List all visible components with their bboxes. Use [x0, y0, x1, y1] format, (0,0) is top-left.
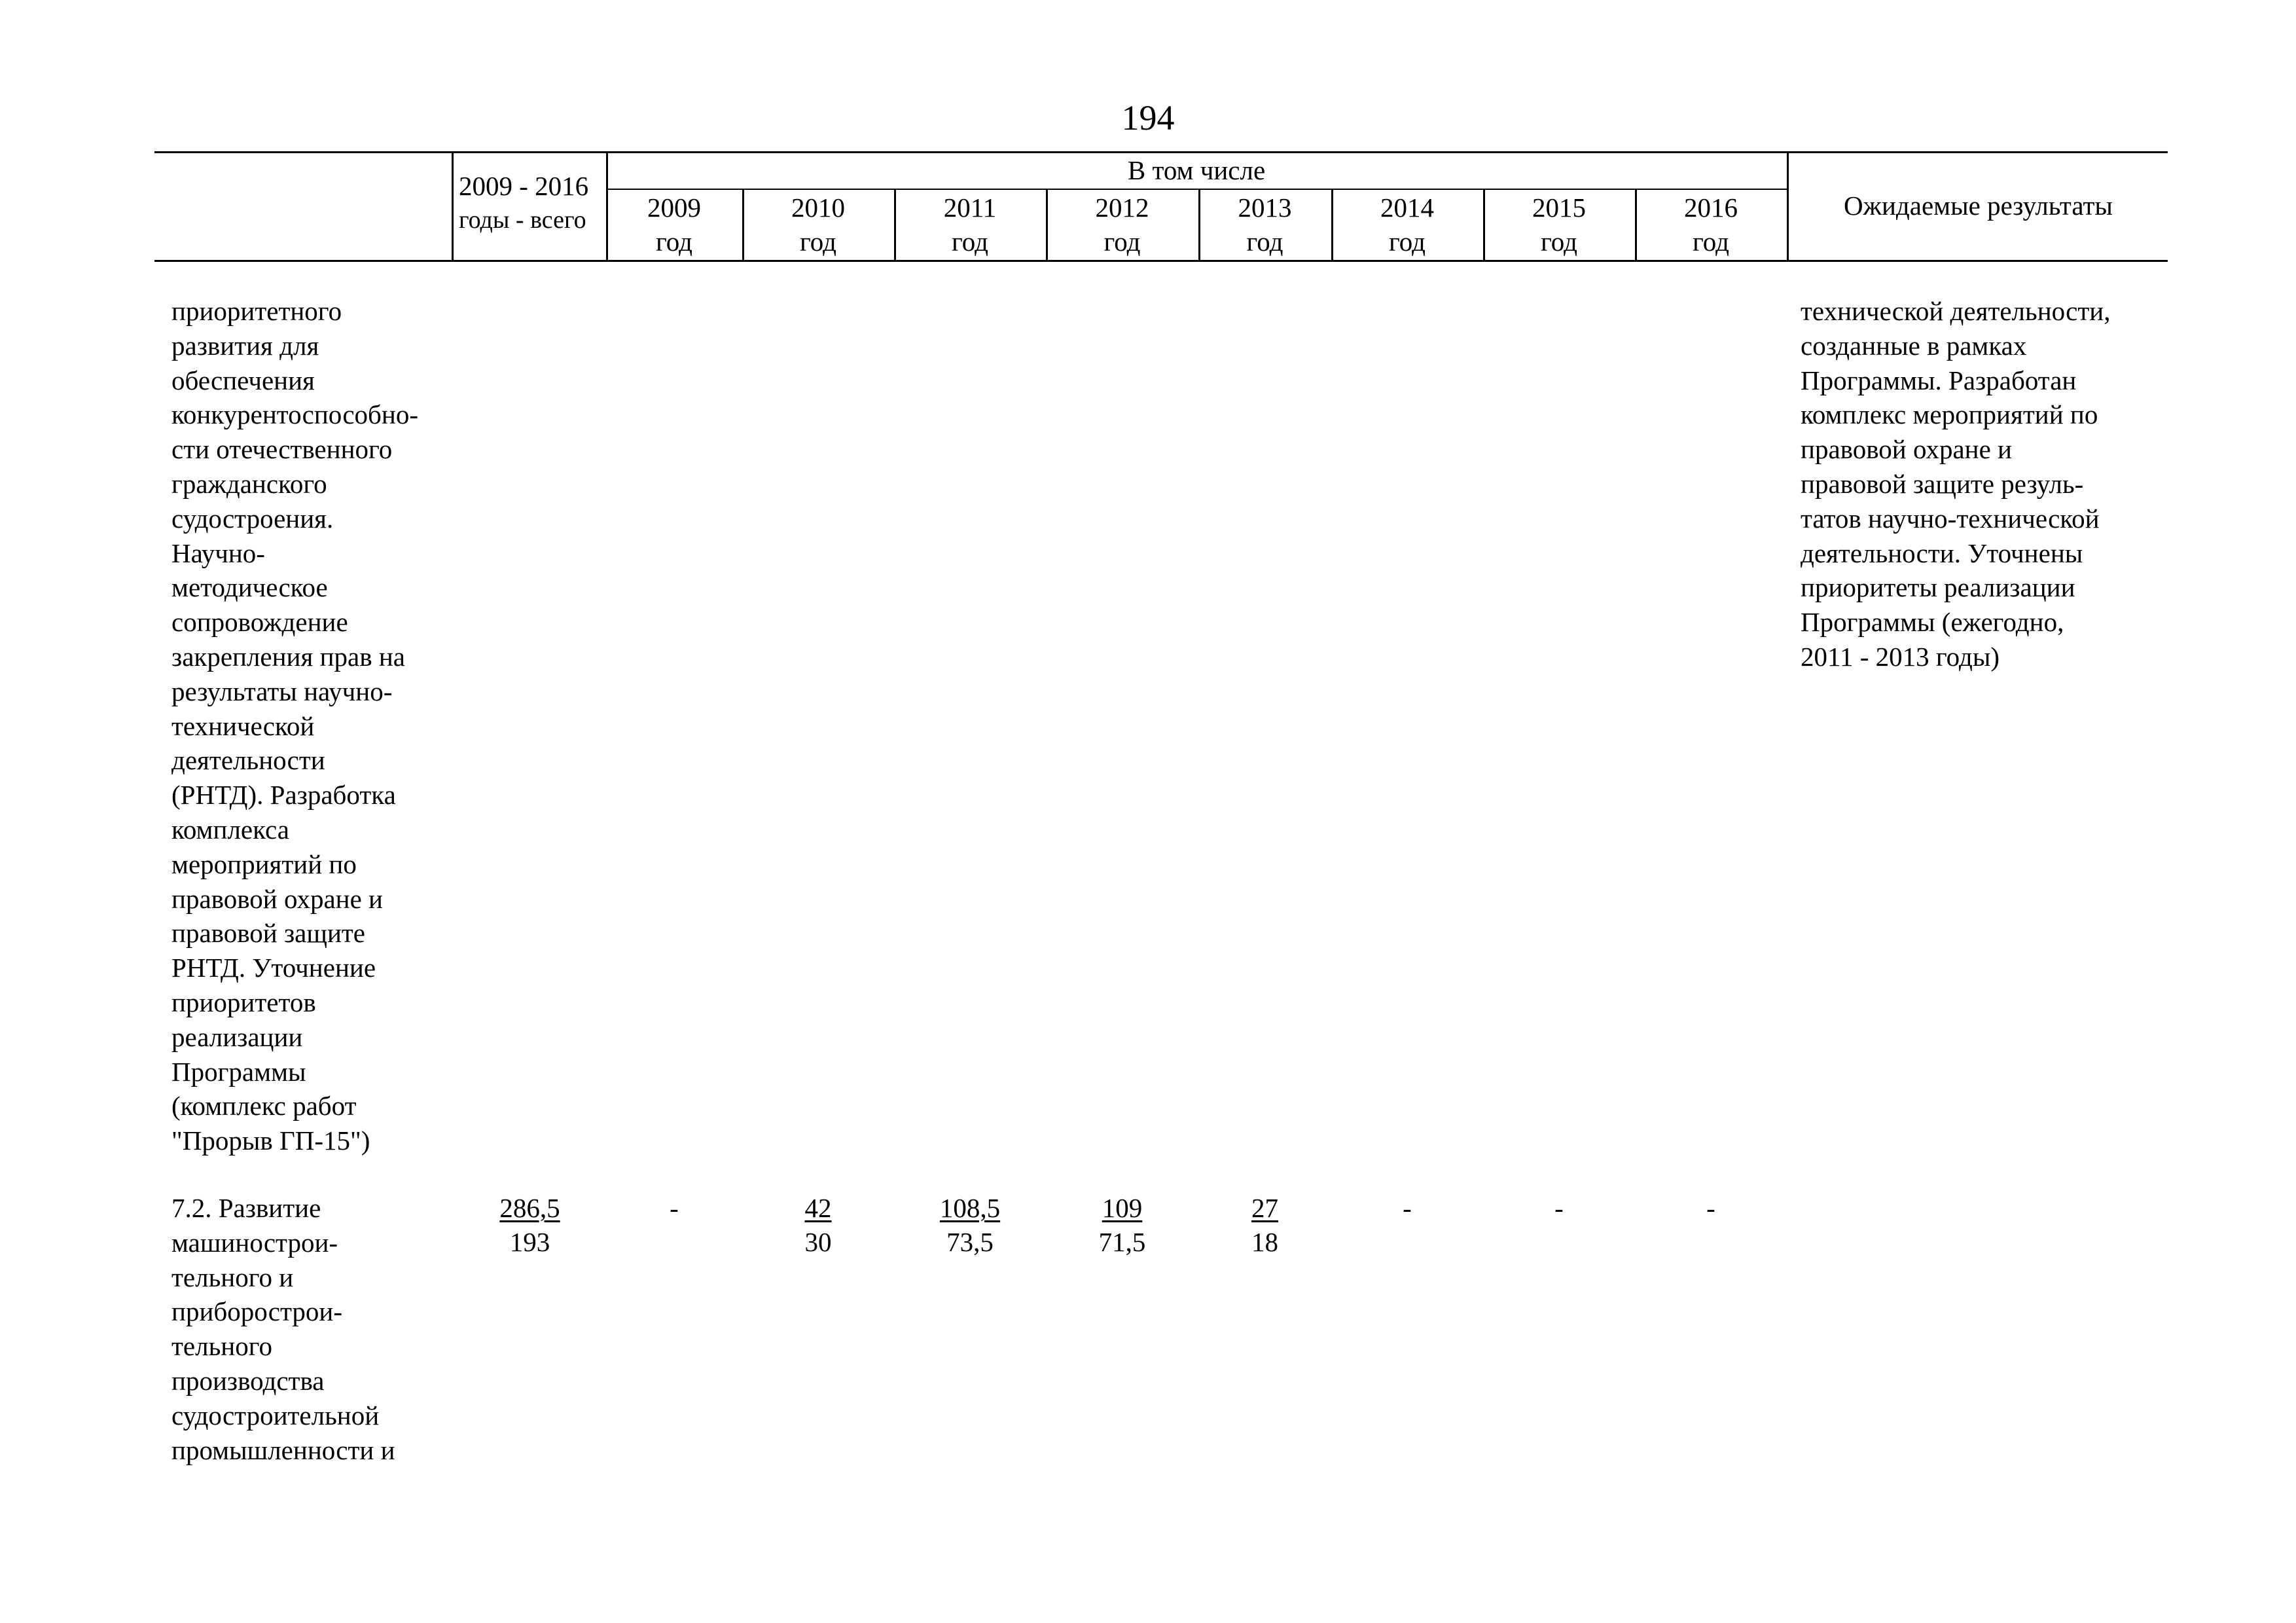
year-label: 2016 — [1684, 192, 1738, 223]
header-year-2009 — [606, 191, 742, 259]
header-year-2014 — [1331, 191, 1483, 259]
year-label: 2009 — [647, 192, 701, 223]
total-value-b: 193 — [509, 1227, 550, 1257]
header-year-2013 — [1198, 191, 1331, 259]
row2-2015 — [1483, 1191, 1635, 1225]
header-year-2016 — [1635, 191, 1787, 259]
header-group-label: В том числе — [1127, 155, 1266, 185]
row2-2012 — [1046, 1191, 1198, 1259]
year-label: 2010 — [791, 192, 845, 223]
row2-2016 — [1635, 1191, 1787, 1225]
header-year-2015 — [1483, 191, 1635, 259]
value-2009: - — [670, 1193, 679, 1223]
value-2010-b: 30 — [804, 1227, 832, 1257]
page-number: 194 — [1121, 98, 1175, 137]
value-2010-a: 42 — [804, 1193, 832, 1223]
value-2011-b: 73,5 — [946, 1227, 994, 1257]
year-unit: год — [1246, 227, 1283, 257]
year-unit: год — [1103, 227, 1141, 257]
header-results-label: Ожидаемые результаты — [1844, 191, 2113, 221]
year-unit: год — [1693, 227, 1729, 257]
row2-2013 — [1198, 1191, 1331, 1259]
row1-expected-results: технической деятельности, созданные в рамках Программы. Разработан комплекс мероприятий по правовой охране и правовой защите резуль- татов научно-технической деятельности. Уточнены приоритеты реализации Программы (ежегодно, 2011 - 2013 годы) — [1801, 296, 2111, 672]
year-unit: год — [1389, 227, 1426, 257]
row2-2014 — [1331, 1191, 1483, 1225]
row2-description: 7.2. Развитие машинострои- тельного и приборострои- тельного производства судостроительной промышленности и — [171, 1193, 395, 1465]
row2-total — [454, 1191, 606, 1259]
header-total-line1: 2009 - 2016 — [459, 171, 589, 201]
value-2015: - — [1554, 1193, 1564, 1223]
year-unit: год — [952, 227, 988, 257]
header-year-2012 — [1046, 191, 1198, 259]
header-total-line2: годы - всего — [459, 206, 586, 234]
value-2016: - — [1706, 1193, 1715, 1223]
total-value-a: 286,5 — [499, 1193, 560, 1223]
header-bottom-rule — [154, 260, 2168, 262]
value-2014: - — [1403, 1193, 1412, 1223]
year-label: 2015 — [1532, 192, 1586, 223]
year-unit: год — [1541, 227, 1577, 257]
header-year-2011 — [894, 191, 1046, 259]
year-unit: год — [800, 227, 836, 257]
row2-2009 — [606, 1191, 742, 1225]
year-unit: год — [656, 227, 692, 257]
row1-description: приоритетного развития для обеспечения конкурентоспособно- сти отечественного гражданского судостроения. Научно- методическое сопровождение закрепления прав на результаты научно- технической деятельности (РНТД). Разработка комплекса мероприятий по правовой охране и правовой защите РНТД. Уточнение приоритетов реализации Программы (комплекс работ "Прорыв ГП-15") — [171, 296, 418, 1156]
value-2012-b: 71,5 — [1098, 1227, 1146, 1257]
value-2013-b: 18 — [1251, 1227, 1278, 1257]
row2-2011 — [894, 1191, 1046, 1259]
header-year-rule — [606, 189, 1787, 190]
year-label: 2014 — [1380, 192, 1434, 223]
value-2013-a: 27 — [1251, 1193, 1278, 1223]
year-label: 2013 — [1238, 192, 1292, 223]
header-total-cell — [454, 169, 606, 237]
row2-2010 — [742, 1191, 894, 1259]
value-2012-a: 109 — [1102, 1193, 1143, 1223]
year-label: 2012 — [1095, 192, 1149, 223]
value-2011-a: 108,5 — [939, 1193, 1001, 1223]
year-label: 2011 — [943, 192, 997, 223]
header-year-2010 — [742, 191, 894, 259]
